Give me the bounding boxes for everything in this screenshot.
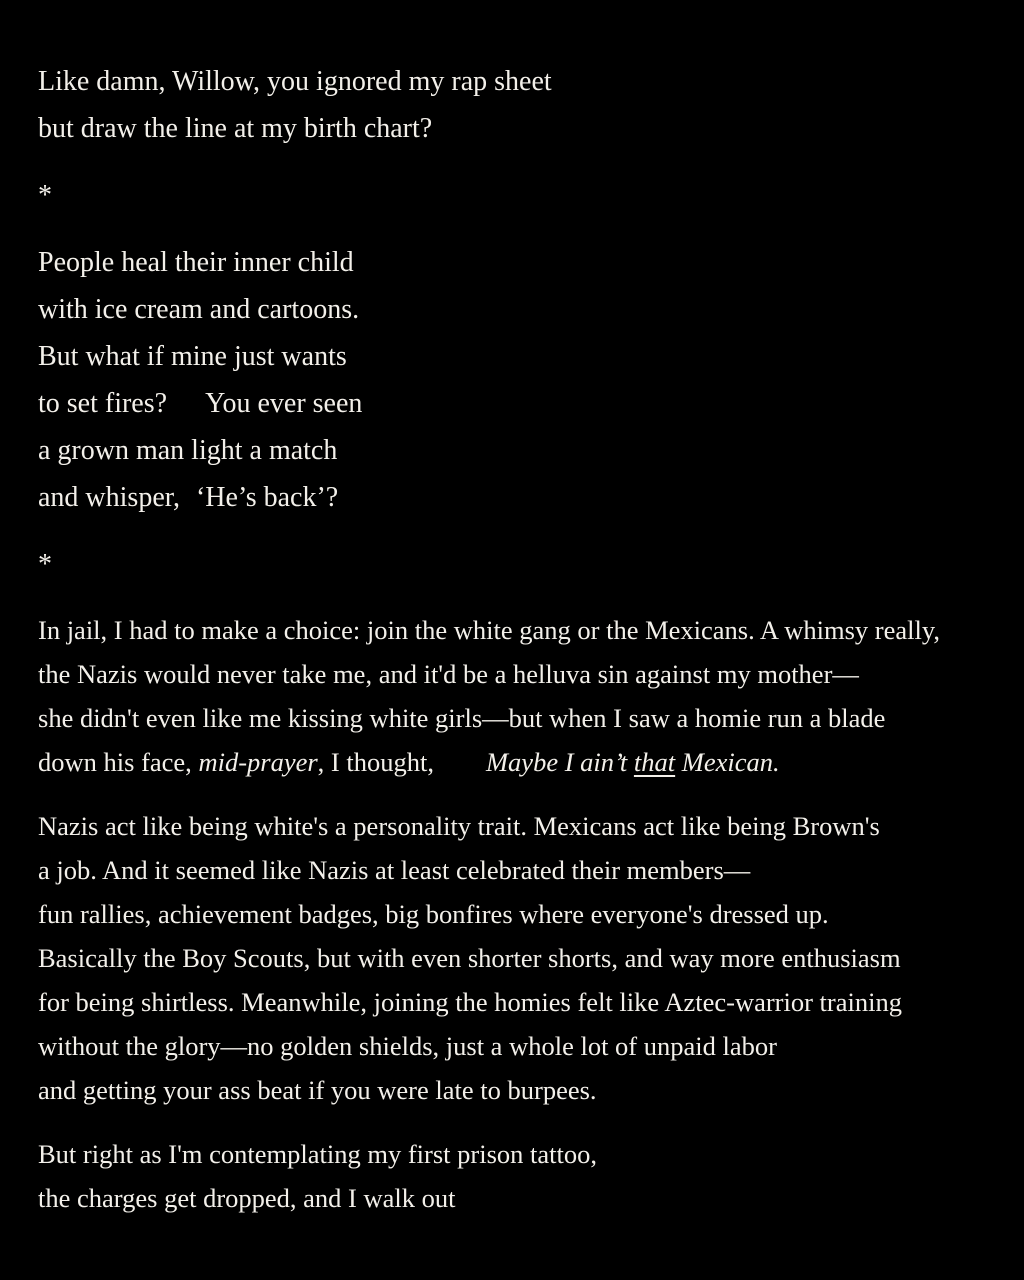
poem-paragraph (38, 1132, 994, 1220)
poem-line (38, 696, 994, 740)
text-segment: In jail, I had to make a choice: join the white gang or the Mexicans. A whimsy really, (38, 615, 940, 645)
text-segment: ‘He’s back’? (195, 482, 339, 513)
poem-line (38, 239, 994, 286)
poem-line (38, 474, 994, 521)
text-segment: the Nazis would never take me, and it'd be a helluva sin against my mother— (38, 659, 859, 689)
text-segment: a grown man light a match (38, 435, 338, 466)
poem-separator (38, 541, 994, 588)
poem-line (38, 172, 994, 219)
poem-line (38, 892, 994, 936)
text-segment: Mexican. (675, 747, 780, 777)
text-segment: People heal their inner child (38, 247, 354, 278)
poem-line (38, 804, 994, 848)
poem-separator (38, 172, 994, 219)
text-segment: she didn't even like me kissing white girls—but when I saw a homie run a blade (38, 703, 886, 733)
text-segment: But right as I'm contemplating my first prison tattoo, (38, 1139, 597, 1169)
text-segment: Nazis act like being white's a personality trait. Mexicans act like being Brown's (38, 811, 880, 841)
poem-stanza (38, 58, 994, 152)
poem-line (38, 1068, 994, 1112)
text-segment: Maybe I ain’t (485, 747, 634, 777)
text-segment: fun rallies, achievement badges, big bonfires where everyone's dressed up. (38, 899, 829, 929)
text-segment: the charges get dropped, and I walk out (38, 1183, 456, 1213)
text-segment: mid-prayer (198, 747, 318, 777)
poem-line (38, 541, 994, 588)
poem-paragraph (38, 804, 994, 1112)
poem-line (38, 58, 994, 105)
poem-line (38, 1176, 994, 1220)
poem-line (38, 427, 994, 474)
poem-line (38, 608, 994, 652)
poem-line (38, 1024, 994, 1068)
text-segment: and getting your ass beat if you were late to burpees. (38, 1075, 597, 1105)
text-segment: without the glory—no golden shields, just a whole lot of unpaid labor (38, 1031, 777, 1061)
text-segment: with ice cream and cartoons. (38, 294, 360, 325)
poem-line (38, 980, 994, 1024)
text-segment: But what if mine just wants (38, 341, 347, 372)
poem-line (38, 380, 994, 427)
text-segment: , I thought, (317, 747, 434, 777)
text-segment: for being shirtless. Meanwhile, joining the homies felt like Aztec-warrior training (38, 987, 902, 1017)
poem-paragraph (38, 608, 994, 784)
text-segment: a job. And it seemed like Nazis at least celebrated their members— (38, 855, 751, 885)
poem-line (38, 848, 994, 892)
text-segment: but draw the line at my birth chart? (38, 113, 433, 144)
poem-stanza (38, 239, 994, 521)
text-segment: Basically the Boy Scouts, but with even shorter shorts, and way more enthusiasm (38, 943, 901, 973)
text-segment: down his face, (38, 747, 199, 777)
text-segment: and whisper, (38, 482, 180, 513)
poem-line (38, 333, 994, 380)
poem-line (38, 105, 994, 152)
poem-line (38, 286, 994, 333)
poem-line (38, 1132, 994, 1176)
text-segment: * (38, 549, 52, 580)
poem-line (38, 740, 994, 784)
poem-line (38, 936, 994, 980)
poem-line (38, 652, 994, 696)
text-segment: that (633, 747, 676, 777)
text-segment: to set fires? (38, 388, 168, 419)
text-segment: Like damn, Willow, you ignored my rap sheet (38, 66, 552, 97)
text-segment: You ever seen (205, 388, 363, 419)
text-segment: * (38, 180, 52, 211)
